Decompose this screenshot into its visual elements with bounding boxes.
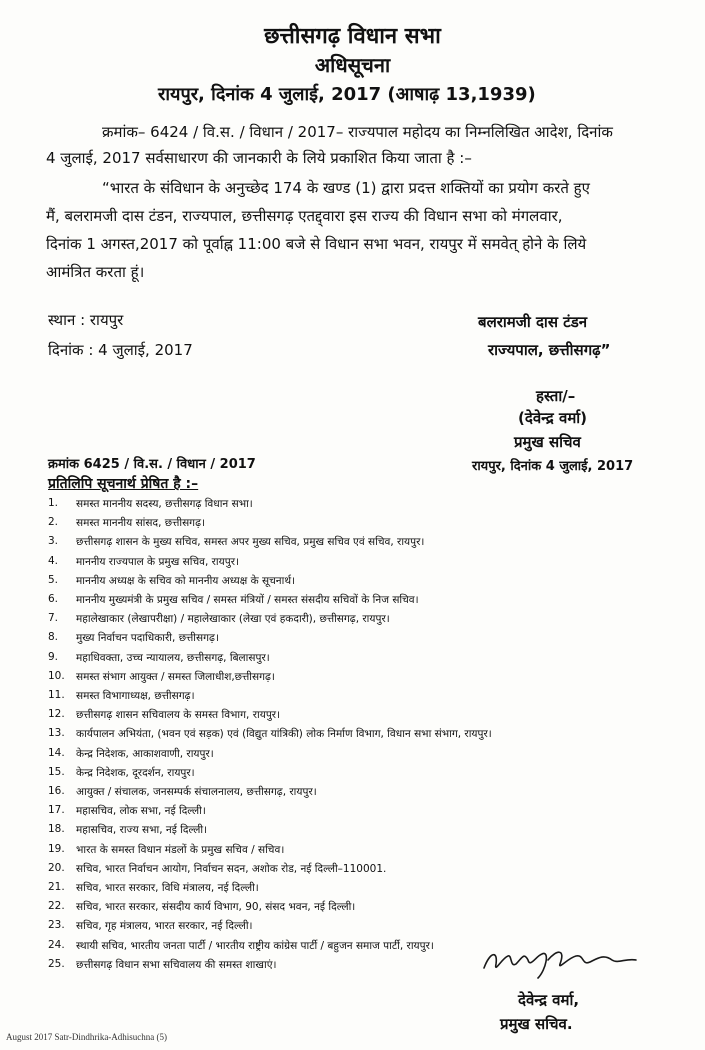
handwritten-signature	[476, 938, 646, 988]
list-item: महासचिव, राज्य सभा, नई दिल्ली।	[76, 824, 208, 837]
list-item: स्थायी सचिव, भारतीय जनता पार्टी / भारतीय राष्ट्रीय कांग्रेस पार्टी / बहुजन समाज पार्टी, रायपुर।	[76, 939, 434, 952]
list-item: आयुक्त / संचालक, जनसम्पर्क संचालनालय, छत्तीसगढ़, रायपुर।	[76, 786, 317, 798]
list-item-number: 1.	[48, 497, 59, 509]
page-title: छत्तीसगढ़ विधान सभा	[264, 24, 441, 49]
list-item-number: 15.	[48, 765, 65, 778]
list-item: समस्त माननीय सदस्य, छत्तीसगढ़ विधान सभा।	[76, 498, 253, 510]
list-item-number: 3.	[48, 535, 59, 548]
list-item: छत्तीसगढ़ शासन सचिवालय के समस्त विभाग, रायपुर।	[76, 709, 281, 722]
list-item-number: 10.	[48, 669, 65, 682]
list-item-number: 6.	[48, 593, 59, 605]
list-item-number: 25.	[48, 957, 65, 970]
list-item: छत्तीसगढ़ शासन के मुख्य सचिव, समस्त अपर मुख्य सचिव, प्रमुख सचिव एवं सचिव, रायपुर।	[76, 536, 425, 549]
list-item-number: 24.	[48, 938, 65, 951]
order-text-line-3: दिनांक 1 अगस्त,2017 को पूर्वाह्न 11:00 बजे से विधान सभा भवन, रायपुर में समवेत् होने के लिये	[46, 235, 587, 253]
list-item-number: 22.	[48, 900, 65, 913]
list-item-number: 9.	[48, 650, 59, 663]
list-item: सचिव, भारत सरकार, विधि मंत्रालय, नई दिल्ली।	[76, 882, 259, 894]
governor-designation: राज्यपाल, छत्तीसगढ़”	[488, 341, 611, 359]
list-item-number: 4.	[48, 554, 59, 567]
list-item-number: 7.	[48, 612, 59, 625]
list-item-number: 16.	[48, 785, 65, 797]
list-item-number: 13.	[48, 727, 65, 740]
date-line: दिनांक : 4 जुलाई, 2017	[48, 341, 193, 359]
signatory-designation: प्रमुख सचिव	[514, 433, 581, 451]
list-item: सचिव, गृह मंत्रालय, भारत सरकार, नई दिल्ली।	[76, 920, 253, 933]
list-item-number: 2.	[48, 516, 59, 529]
signatory-name: (देवेन्द्र वर्मा)	[518, 409, 588, 427]
list-item: मुख्य निर्वाचन पदाधिकारी, छत्तीसगढ़।	[76, 632, 219, 645]
list-item: समस्त माननीय सांसद, छत्तीसगढ़।	[76, 517, 205, 530]
list-item: सचिव, भारत निर्वाचन आयोग, निर्वाचन सदन, अशोक रोड, नई दिल्ली–110001.	[76, 862, 387, 875]
list-item-number: 18.	[48, 823, 65, 836]
closing-name: देवेन्द्र वर्मा,	[518, 991, 580, 1009]
order-reference-line: क्रमांक– 6424 / वि.स. / विधान / 2017– राज्यपाल महोदय का निम्नलिखित आदेश, दिनांक	[102, 123, 613, 141]
list-item-number: 14.	[48, 746, 65, 759]
list-item: महाधिवक्ता, उच्च न्यायालय, छत्तीसगढ़, बिलासपुर।	[76, 651, 270, 664]
list-item: माननीय राज्यपाल के प्रमुख सचिव, रायपुर।	[76, 555, 239, 568]
signatory-dateline: रायपुर, दिनांक 4 जुलाई, 2017	[472, 459, 634, 474]
order-text-line-2: मैं, बलरामजी दास टंडन, राज्यपाल, छत्तीसगढ़ एतद्द्वारा इस राज्य की विधान सभा को मंगलवार,	[46, 207, 563, 225]
list-item-number: 21.	[48, 881, 65, 893]
copy-reference: क्रमांक 6425 / वि.स. / विधान / 2017	[48, 457, 256, 472]
list-item: माननीय अध्यक्ष के सचिव को माननीय अध्यक्ष के सूचनार्थ।	[76, 574, 296, 587]
list-item-number: 8.	[48, 631, 59, 644]
list-item-number: 19.	[48, 842, 65, 855]
governor-name: बलरामजी दास टंडन	[478, 313, 588, 331]
page-subtitle: अधिसूचना	[314, 53, 391, 77]
list-item: समस्त संभाग आयुक्त / समस्त जिलाधीश,छत्तीसगढ़।	[76, 670, 275, 683]
list-item-number: 23.	[48, 919, 65, 932]
list-item-number: 5.	[48, 573, 59, 586]
place-line: स्थान : रायपुर	[48, 311, 124, 329]
list-item: केन्द्र निदेशक, दूरदर्शन, रायपुर।	[76, 766, 195, 779]
list-item: छत्तीसगढ़ विधान सभा सचिवालय की समस्त शाखाएं।	[76, 958, 277, 971]
list-item-number: 20.	[48, 861, 65, 874]
list-item-number: 11.	[48, 689, 65, 701]
list-item: महालेखाकार (लेखापरीक्षा) / महालेखाकार (लेखा एवं हकदारी), छत्तीसगढ़, रायपुर।	[76, 613, 390, 626]
closing-designation: प्रमुख सचिव.	[500, 1015, 573, 1033]
footer-filename: August 2017 Satr-Dindhrika-Adhisuchna (5)	[6, 1032, 168, 1042]
list-item: माननीय मुख्यमंत्री के प्रमुख सचिव / समस्त मंत्रियों / समस्त संसदीय सचिवों के निज सचिव।	[76, 594, 419, 606]
list-item-number: 17.	[48, 804, 65, 817]
list-item-number: 12.	[48, 708, 65, 721]
list-item: केन्द्र निदेशक, आकाशवाणी, रायपुर।	[76, 747, 214, 760]
signed-mark: हस्ता/–	[536, 387, 576, 405]
order-text-line-4: आमंत्रित करता हूं।	[46, 263, 145, 281]
list-item: सचिव, भारत सरकार, संसदीय कार्य विभाग, 90, संसद भवन, नई दिल्ली।	[76, 901, 356, 914]
order-reference-line-2: 4 जुलाई, 2017 सर्वसाधारण की जानकारी के लिये प्रकाशित किया जाता है :–	[46, 149, 472, 167]
list-item: महासचिव, लोक सभा, नई दिल्ली।	[76, 805, 206, 818]
notification-dateline: रायपुर, दिनांक 4 जुलाई, 2017 (आषाढ़ 13,1939)	[158, 84, 536, 105]
list-item: समस्त विभागाध्यक्ष, छत्तीसगढ़।	[76, 690, 195, 702]
list-item: कार्यपालन अभियंता, (भवन एवं सड़क) एवं (विद्युत यांत्रिकी) लोक निर्माण विभाग, विधान सभा संभाग, रायपुर।	[76, 728, 492, 741]
order-text-line-1: “भारत के संविधान के अनुच्छेद 174 के खण्ड (1) द्वारा प्रदत्त शक्तियों का प्रयोग करते हुए	[102, 179, 590, 197]
copy-heading: प्रतिलिपि सूचनार्थ प्रेषित है :–	[48, 476, 199, 492]
list-item: भारत के समस्त विधान मंडलों के प्रमुख सचिव / सचिव।	[76, 843, 285, 856]
